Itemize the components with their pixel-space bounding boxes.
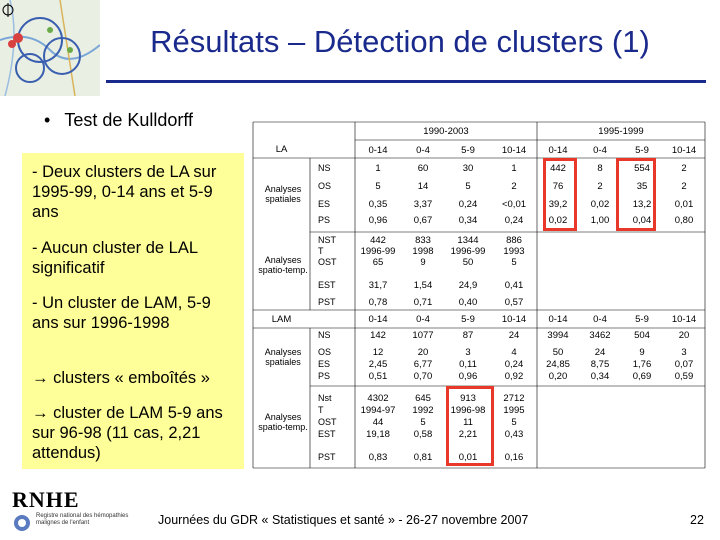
table-cell: 5	[511, 417, 517, 428]
bullet-dot: •	[44, 110, 51, 130]
bullet-text: Test de Kulldorff	[64, 110, 194, 130]
table-cell: 39,2	[548, 199, 568, 210]
summary-p5: → cluster de LAM 5-9 ans sur 96-98 (11 cas, 2,21 attendus)	[32, 404, 223, 462]
age-header-lam-1990: 0-4	[416, 314, 430, 325]
row-label: T	[318, 246, 324, 256]
la-analyses-spatiales: Analyses spatiales	[264, 184, 302, 204]
table-cell: 9	[639, 347, 645, 358]
table-cell: 1995	[503, 405, 525, 416]
row-label: T	[318, 405, 324, 415]
table-cell: 30	[462, 163, 474, 174]
table-cell: 50	[552, 347, 564, 358]
table-cell: 14	[417, 181, 429, 192]
table-cell: 24	[594, 347, 606, 358]
table-cell: 142	[370, 330, 386, 341]
table-cell: 2,45	[368, 359, 388, 370]
table-cell: 0,92	[504, 371, 524, 382]
table-cell: 0,96	[368, 215, 388, 226]
row-label: EST	[318, 280, 336, 290]
age-header-1990: 10-14	[501, 145, 527, 156]
age-header-lam-1995: 5-9	[635, 314, 649, 325]
table-cell: 9	[420, 257, 426, 268]
table-cell: 2712	[503, 393, 525, 404]
table-cell: 886	[506, 235, 522, 246]
age-header-lam-1995: 0-14	[548, 314, 568, 325]
page-title: Résultats – Détection de clusters (1)	[150, 24, 650, 59]
table-cell: 5	[375, 181, 381, 192]
table-cell: 833	[415, 235, 431, 246]
lam-analyses-spatiotemp: Analyses spatio-temp.	[258, 412, 308, 432]
table-cell: 8,75	[590, 359, 610, 370]
table-cell: 0,58	[413, 429, 433, 440]
table-cell: 11	[463, 417, 473, 428]
age-header-1995: 0-4	[593, 145, 607, 156]
table-cell: 5	[511, 257, 517, 268]
table-cell: 0,24	[458, 199, 478, 210]
table-cell: 24	[508, 330, 520, 341]
table-cell: 442	[550, 163, 566, 174]
table-cell: 0,11	[459, 359, 477, 370]
table-cell: 1	[375, 163, 381, 174]
age-header-lam-1990: 10-14	[501, 314, 527, 325]
la-analyses-spatiotemp: Analyses spatio-temp.	[258, 255, 308, 275]
table-cell: 0,07	[674, 359, 694, 370]
table-cell: 0,02	[590, 199, 610, 210]
table-cell: 3	[681, 347, 687, 358]
table-cell: 554	[634, 163, 650, 174]
table-cell: 8	[597, 163, 603, 174]
age-header-1990: 0-14	[368, 145, 388, 156]
table-cell: 2	[597, 181, 603, 192]
table-cell: 44	[372, 417, 384, 428]
table-cell: 0,40	[458, 297, 478, 308]
table-cell: 2,21	[458, 429, 478, 440]
row-label: PS	[318, 371, 331, 381]
page-number: 22	[690, 513, 704, 527]
table-cell: 3994	[547, 330, 569, 341]
table-cell: 1,00	[590, 215, 610, 226]
age-header-1990: 0-4	[416, 145, 430, 156]
row-label: OST	[318, 257, 337, 267]
row-label: PST	[318, 297, 336, 307]
table-cell: 0,24	[504, 215, 524, 226]
table-cell: 0,34	[590, 371, 610, 382]
table-cell: 76	[552, 181, 564, 192]
table-cell: 1993	[503, 246, 525, 257]
table-cell: 1996-99	[450, 246, 486, 257]
table-cell: 0,01	[458, 452, 478, 463]
table-cell: 65	[372, 257, 384, 268]
table-cell: 4	[511, 347, 517, 358]
table-cell: 0,24	[504, 359, 524, 370]
table-cell: 504	[634, 330, 650, 341]
table-cell: 1077	[412, 330, 434, 341]
row-label: OS	[318, 347, 332, 357]
rnhe-logo	[12, 487, 142, 537]
table-cell: 24,85	[546, 359, 570, 370]
table-cell: 0,20	[548, 371, 568, 382]
table-cell: 19,18	[366, 429, 390, 440]
table-cell: 20	[417, 347, 429, 358]
table-cell: 6,77	[413, 359, 433, 370]
rnhe-logo-subtitle: Registre national des hémopathies malignes de l'enfant	[36, 513, 129, 526]
table-cell: 0,83	[368, 452, 388, 463]
footer-text: Journées du GDR « Statistiques et santé » - 26-27 novembre 2007	[158, 513, 529, 527]
table-cell: 442	[370, 235, 386, 246]
age-header-1990: 5-9	[461, 145, 475, 156]
table-cell: 1996-99	[360, 246, 396, 257]
table-cell: 0,02	[548, 215, 568, 226]
summary-p4: → clusters « emboîtés »	[32, 369, 210, 387]
table-cell: 0,67	[413, 215, 433, 226]
table-cell: 87	[462, 330, 474, 341]
age-header-lam-1995: 10-14	[671, 314, 697, 325]
row-label: PST	[318, 452, 336, 462]
highlight-lam-5-9	[446, 386, 494, 466]
table-cell: 24,9	[458, 280, 478, 291]
row-label: NS	[318, 330, 331, 340]
table-cell: 20	[678, 330, 690, 341]
age-header-lam-1990: 5-9	[461, 314, 475, 325]
table-cell: 13,2	[632, 199, 652, 210]
row-label: ES	[318, 199, 331, 209]
table-cell: 1,76	[632, 359, 652, 370]
la-label: LA	[275, 144, 288, 155]
table-cell: 645	[415, 393, 431, 404]
age-header-1995: 0-14	[548, 145, 568, 156]
row-label: NS	[318, 163, 331, 173]
table-cell: 2	[681, 163, 687, 174]
period-1990-2003: 1990-2003	[423, 126, 469, 137]
summary-p1: - Deux clusters de LA sur 1995-99, 0-14 ans et 5-9 ans	[32, 163, 217, 221]
age-header-lam-1995: 0-4	[593, 314, 607, 325]
row-label: NST	[318, 235, 336, 245]
table-cell: 5	[465, 181, 471, 192]
age-header-1995: 5-9	[635, 145, 649, 156]
row-label: ES	[318, 359, 331, 369]
row-label: EST	[318, 429, 336, 439]
row-label: PS	[318, 215, 331, 225]
table-cell: 0,04	[632, 215, 652, 226]
rnhe-logo-title: RNHE	[12, 487, 80, 512]
table-cell: 0,78	[368, 297, 388, 308]
table-cell: 0,34	[458, 215, 478, 226]
table-cell: 1998	[412, 246, 434, 257]
table-cell: 0,41	[504, 280, 524, 291]
table-cell: 3	[465, 347, 471, 358]
table-cell: 1994-97	[360, 405, 396, 416]
table-cell: 35	[636, 181, 648, 192]
table-cell: 60	[417, 163, 429, 174]
table-cell: 3,37	[413, 199, 433, 210]
table-cell: 1344	[457, 235, 479, 246]
table-cell: 0,71	[413, 297, 433, 308]
summary-p3: - Un cluster de LAM, 5-9 ans sur 1996-1998	[32, 294, 211, 332]
highlight-la-5-9	[616, 158, 656, 231]
table-cell: 2	[511, 181, 517, 192]
table-cell: 1	[511, 163, 517, 174]
age-header-lam-1990: 0-14	[368, 314, 388, 325]
table-cell: 0,16	[504, 452, 524, 463]
table-cell: 5	[420, 417, 426, 428]
table-cell: 0,69	[632, 371, 652, 382]
table-cell: 1992	[412, 405, 434, 416]
table-cell: 0,81	[413, 452, 433, 463]
table-cell: 0,01	[674, 199, 694, 210]
table-cell: 0,35	[368, 199, 388, 210]
table-cell: 12	[372, 347, 384, 358]
table-cell: 0,59	[674, 371, 694, 382]
summary-p2: - Aucun cluster de LAL significatif	[32, 239, 198, 277]
period-1995-1999: 1995-1999	[598, 126, 644, 137]
row-label: Nst	[318, 393, 332, 403]
table-cell: 0,80	[674, 215, 694, 226]
highlight-la-0-14	[543, 158, 577, 231]
table-cell: 0,43	[504, 429, 524, 440]
table-cell: 1996-98	[450, 405, 486, 416]
table-cell: 0,70	[413, 371, 433, 382]
lam-analyses-spatiales: Analyses spatiales	[264, 347, 302, 367]
lam-label: LAM	[271, 314, 292, 325]
age-header-1995: 10-14	[671, 145, 697, 156]
table-cell: 1,54	[413, 280, 433, 291]
table-cell: 50	[462, 257, 474, 268]
table-cell: 3462	[589, 330, 611, 341]
table-cell: 913	[460, 393, 476, 404]
table-cell: 0,57	[504, 297, 524, 308]
rnhe-emblem-icon	[12, 513, 32, 533]
table-cell: 4302	[367, 393, 389, 404]
table-cell: 0,96	[458, 371, 478, 382]
table-cell: 31,7	[368, 280, 388, 291]
table-cell: <0,01	[501, 199, 527, 210]
row-label: OS	[318, 181, 332, 191]
row-label: OST	[318, 417, 337, 427]
table-cell: 0,51	[368, 371, 388, 382]
table-cell: 2	[681, 181, 687, 192]
